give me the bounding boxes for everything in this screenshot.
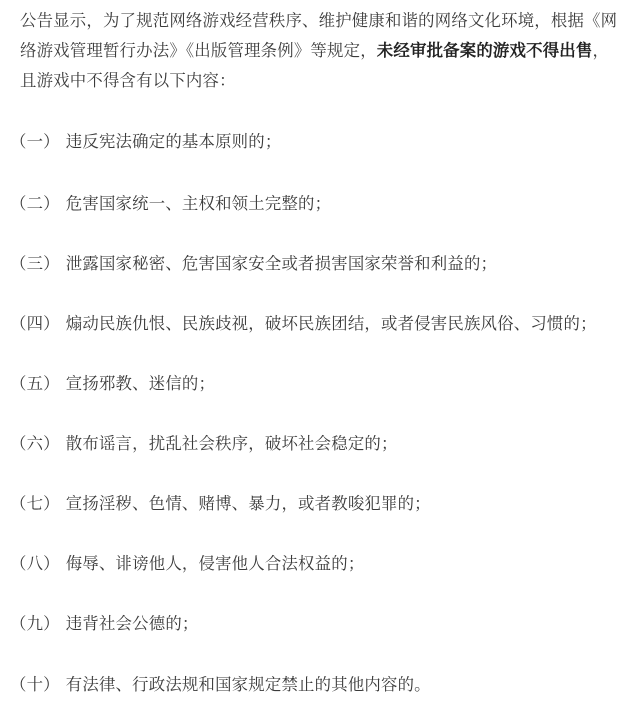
list-item (10, 492, 431, 516)
list-item (10, 612, 199, 636)
list-item (10, 372, 215, 396)
list-item-number: （三） (10, 254, 60, 273)
list-item (10, 312, 597, 336)
list-item-number: （八） (10, 554, 60, 573)
list-item-number: （九） (10, 614, 60, 633)
list-item-number: （七） (10, 494, 60, 513)
list-item-text: 泄露国家秘密、危害国家安全或者损害国家荣誉和利益的； (65, 254, 498, 273)
list-item-number: （六） (10, 434, 60, 453)
list-item-text: 煽动民族仇恨、民族歧视，破坏民族团结，或者侵害民族风俗、习惯的； (65, 314, 597, 333)
list-item-text: 侮辱、诽谤他人，侵害他人合法权益的； (65, 554, 365, 573)
intro-text-before: 公告显示，为了规范网络游戏经营秩序、维护健康和谐的网络文化环境，根据《网络游戏管理暂行办法》《出版管理条例》等规定， (20, 11, 618, 60)
list-item-text: 散布谣言，扰乱社会秩序，破坏社会稳定的； (65, 434, 398, 453)
list-item (10, 130, 281, 154)
list-item-text: 宣扬邪教、迷信的； (65, 374, 216, 393)
list-item-text: 宣扬淫秽、色情、赌博、暴力，或者教唆犯罪的； (65, 494, 431, 513)
intro-paragraph (20, 6, 624, 96)
list-item-text: 有法律、行政法规和国家规定禁止的其他内容的。 (65, 675, 431, 694)
list-item (10, 252, 497, 276)
list-item (10, 192, 331, 216)
list-item-number: （一） (10, 132, 60, 151)
list-item-number: （二） (10, 194, 60, 213)
intro-bold-text: 未经审批备案的游戏不得出售 (376, 41, 593, 60)
article-body (20, 6, 624, 96)
list-item-text: 危害国家统一、主权和领土完整的； (65, 194, 332, 213)
list-item (10, 673, 431, 697)
list-item-text: 违反宪法确定的基本原则的； (65, 132, 282, 151)
list-item-number: （五） (10, 374, 60, 393)
list-item-number: （四） (10, 314, 60, 333)
list-item-text: 违背社会公德的； (65, 614, 199, 633)
list-item (10, 432, 398, 456)
list-item (10, 552, 364, 576)
intro-text-after: ，且游戏中不得含有以下内容： (20, 41, 610, 90)
list-item-number: （十） (10, 675, 60, 694)
